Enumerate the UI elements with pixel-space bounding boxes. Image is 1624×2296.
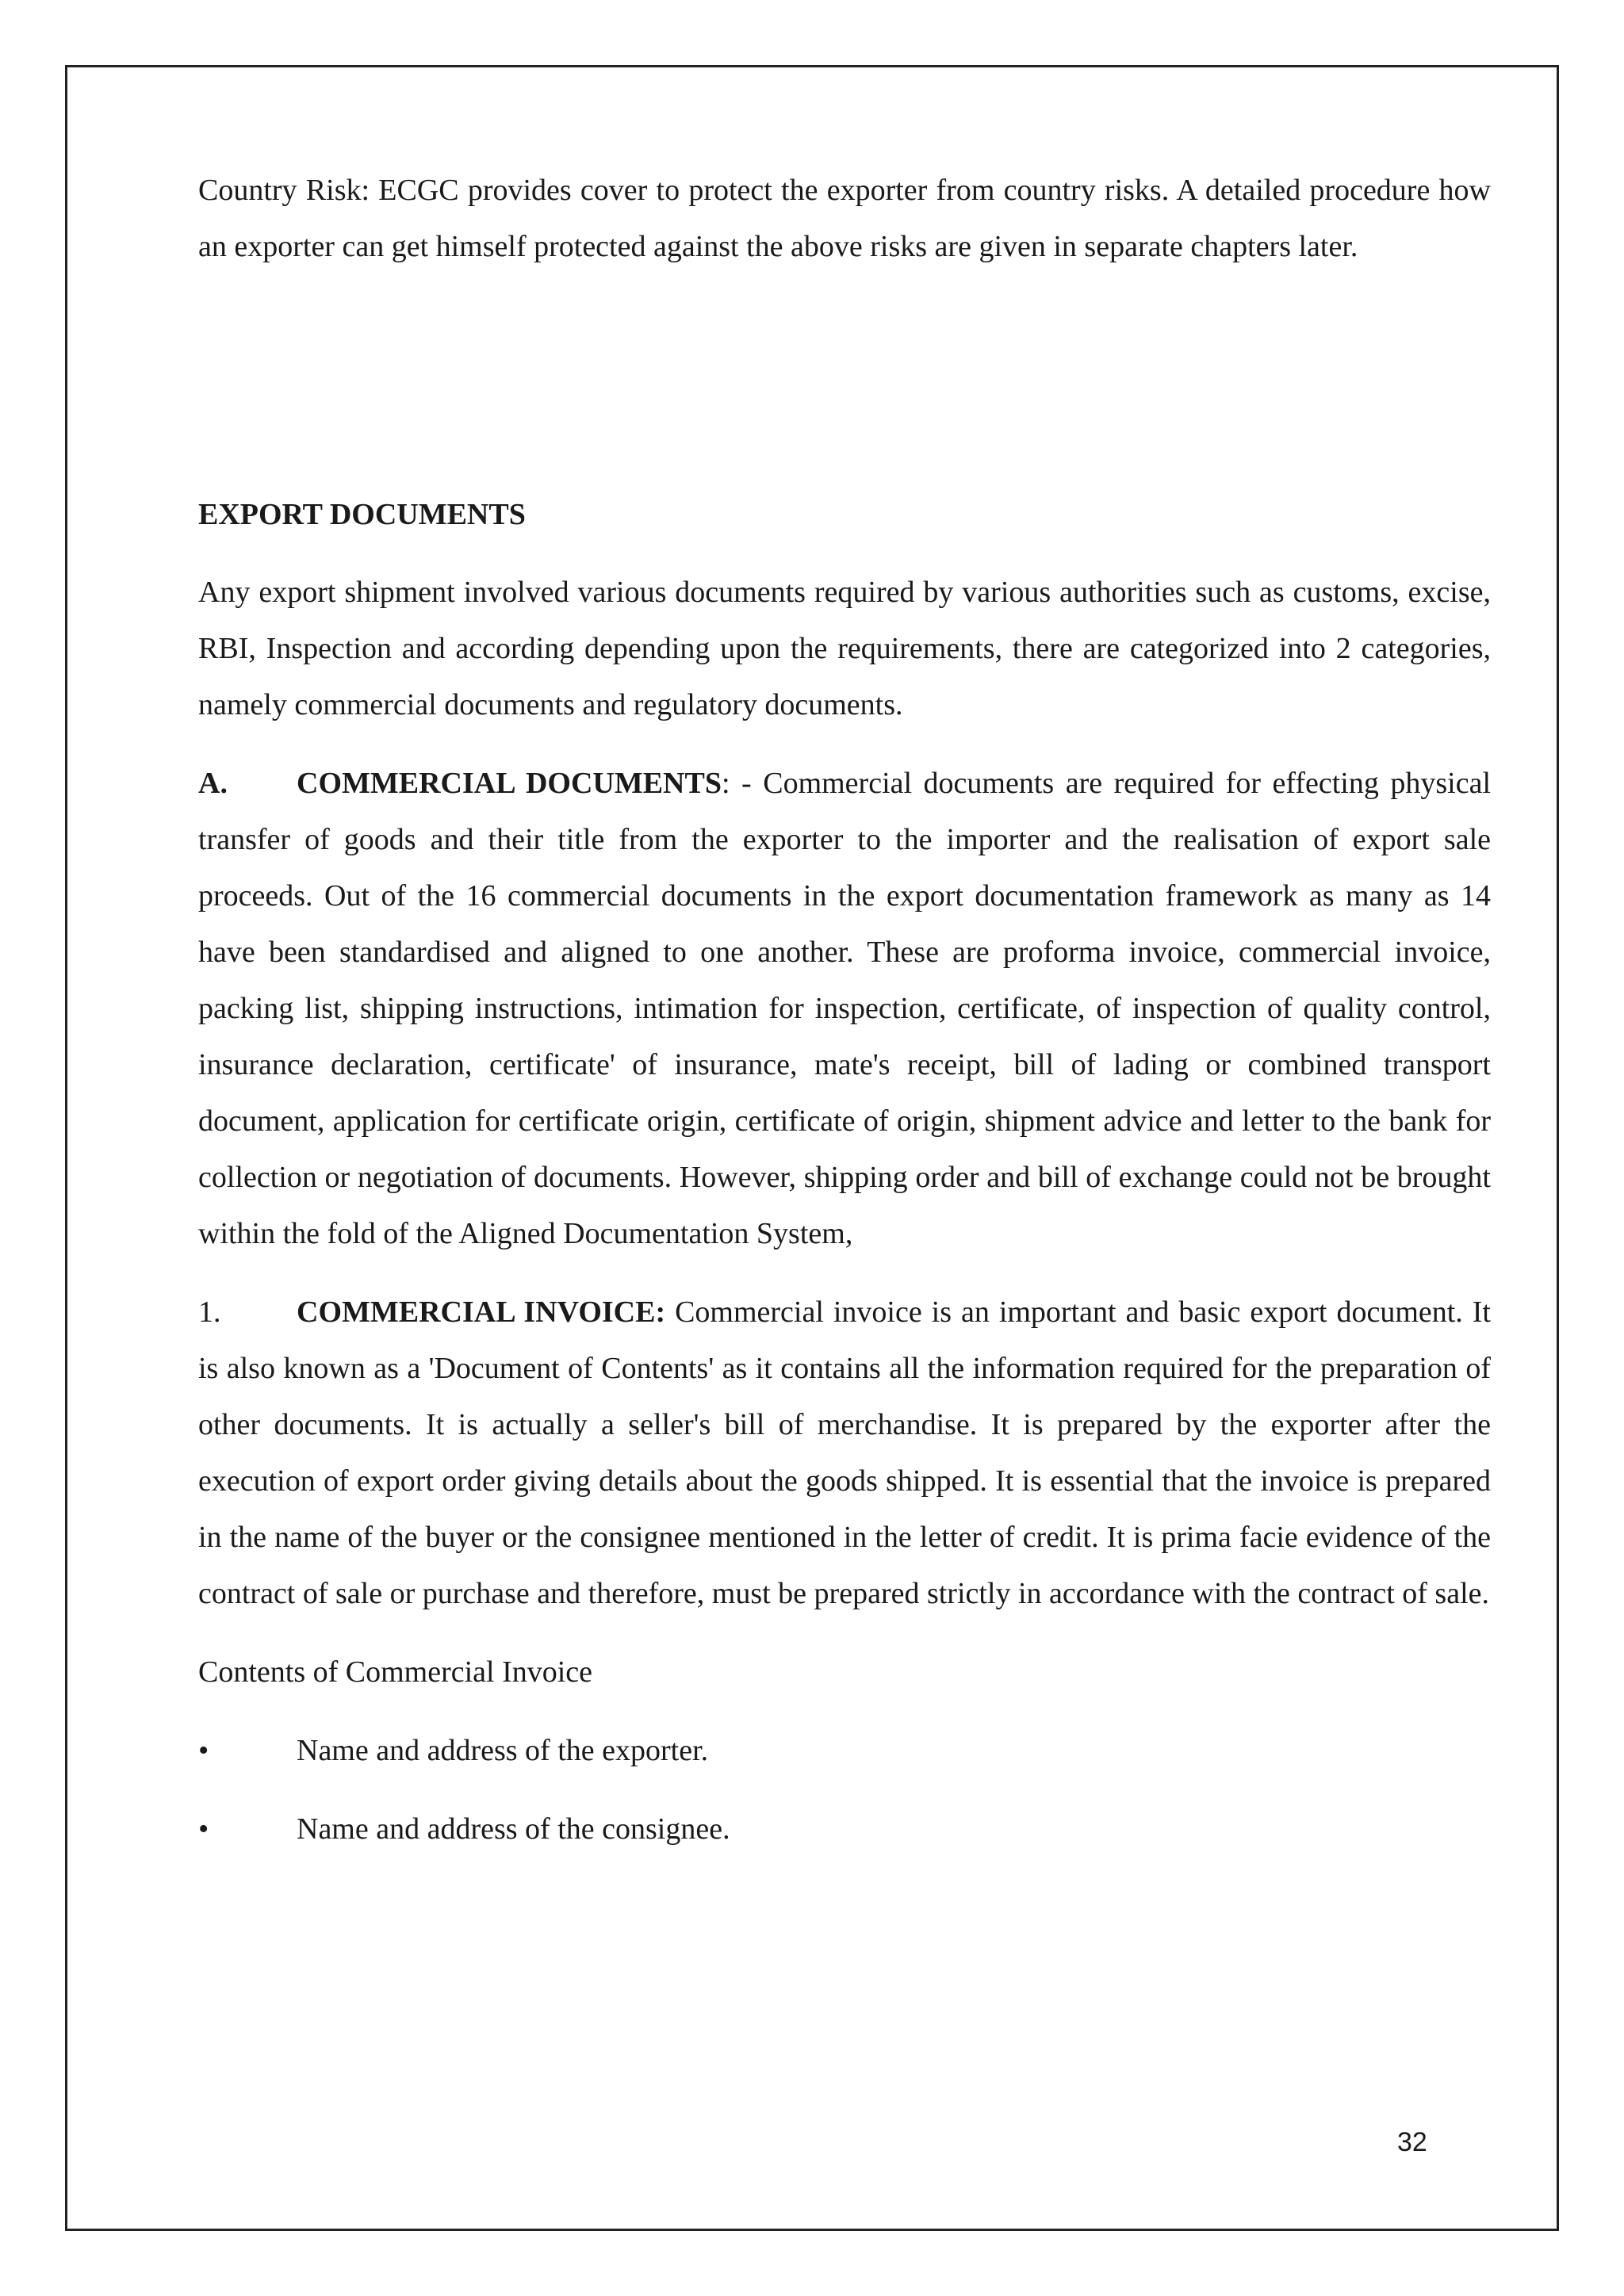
commercial-documents-section: [198, 756, 1491, 1262]
intro-paragraph: Country Risk: ECGC provides cover to protect the exporter from country risks. A detailed procedure how an exporter can get himself protected against the above risks are given in separate chapters later.: [198, 174, 1491, 263]
list-item-text: Name and address of the consignee.: [297, 1812, 730, 1846]
page-content: [198, 163, 1491, 1858]
commercial-invoice-section: [198, 1284, 1491, 1622]
section-gap: [198, 275, 1491, 487]
list-item: [198, 1801, 1491, 1858]
list-item-text: Name and address of the exporter.: [297, 1734, 709, 1767]
commercial-documents-text: Commercial documents are required for effecting physical transfer of goods and their title from the exporter to the importer and the realisation of export sale proceeds. Out of the 16 commercial documents in the export documentation framework as many as 14 have been standardised and aligned to one another. These are proforma invoice, commercial invoice, packing list, shipping instructions, intimation for inspection, certificate, of inspection of quality control, insurance declaration, certificate' of insurance, mate's receipt, bill of lading or combined transport document, application for certificate origin, certificate of origin, shipment advice and letter to the bank for collection or negotiation of documents. However, shipping order and bill of exchange could not be brought within the fold of the Aligned Documentation System,: [198, 767, 1492, 1250]
export-documents-paragraph: Any export shipment involved various documents required by various authorities such as customs, excise, RBI, Inspection and according depending upon the requirements, there are categorized into 2 categories, namely commercial documents and regulatory documents.: [198, 576, 1491, 721]
section-marker-a: A.: [198, 767, 228, 800]
paragraph-spacer: [198, 1779, 1491, 1801]
bullet-icon: •: [198, 1734, 209, 1767]
commercial-invoice-title: COMMERCIAL INVOICE:: [297, 1295, 666, 1329]
commercial-documents-title: COMMERCIAL DOCUMENTS: [297, 767, 722, 800]
paragraph-spacer: [198, 1262, 1491, 1284]
commercial-invoice-text: Commercial invoice is an important and basic export document. It is also known as a 'Document of Contents' as it contains all the information required for the preparation of other documents. It is actually a seller's bill of merchandise. It is prepared by the exporter after the execution of export order giving details about the goods shipped. It is essential that the invoice is prepared in the name of the buyer or the consignee mentioned in the letter of credit. It is prima facie evidence of the contract of sale or purchase and therefore, must be prepared strictly in accordance with the contract of sale.: [198, 1295, 1491, 1610]
list-item: [198, 1723, 1491, 1779]
export-documents-heading: EXPORT DOCUMENTS: [198, 498, 526, 531]
page-number: 32: [1397, 2127, 1427, 2157]
contents-list-title: Contents of Commercial Invoice: [198, 1655, 593, 1689]
commercial-documents-separator: : -: [721, 767, 764, 800]
paragraph-spacer: [198, 1622, 1491, 1644]
paragraph-spacer: [198, 1701, 1491, 1723]
paragraph-spacer: [198, 733, 1491, 756]
bullet-icon: •: [198, 1812, 209, 1846]
section-marker-1: 1.: [198, 1295, 221, 1329]
